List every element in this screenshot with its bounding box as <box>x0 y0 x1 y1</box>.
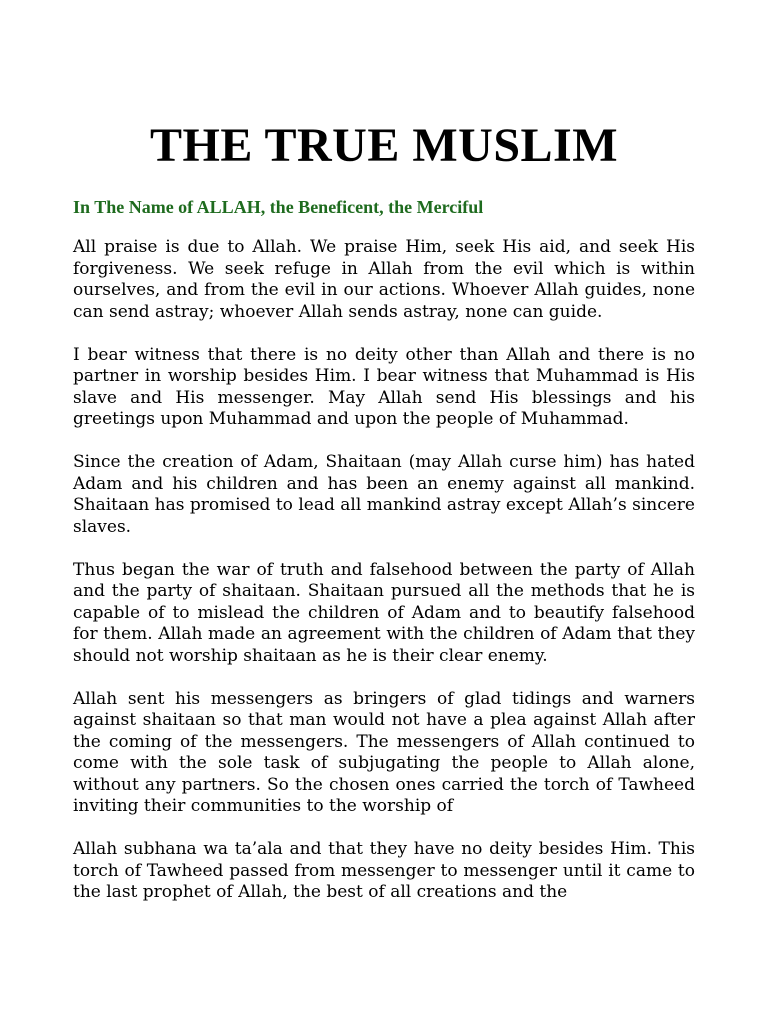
paragraph-tawheed: Allah subhana wa ta’ala and that they have no deity besides Him. This torch of Tawheed passed from messenger to messenger until it came to the last prophet of Allah, the best of all creations and the <box>73 839 695 902</box>
paragraph-messengers: Allah sent his messengers as bringers of glad tidings and warners against shaitaan so that man would not have a plea against Allah after the coming of the messengers. The messengers of Allah continued to come with the sole task of subjugating the people to Allah alone, without any partners. So the chosen ones carried the torch of Tawheed inviting their communities to the worship of <box>73 688 695 816</box>
paragraph-war-of-truth: Thus began the war of truth and falsehood between the party of Allah and the party of shaitaan. Shaitaan pursued all the methods that he is capable of to mislead the children of Adam and to beautify falsehood for them. Allah made an agreement with the children of Adam that they should not worship shaitaan as he is their clear enemy. <box>73 559 695 666</box>
body-text <box>73 237 695 904</box>
paragraph-praise: All praise is due to Allah. We praise Him, seek His aid, and seek His forgiveness. We seek refuge in Allah from the evil which is within ourselves, and from the evil in our actions. Whoever Allah guides, none can send astray; whoever Allah sends astray, none can guide. <box>73 237 695 322</box>
bismillah-subtitle: In The Name of ALLAH, the Beneficent, the Merciful <box>73 197 484 217</box>
document-page <box>73 0 695 1024</box>
paragraph-witness: I bear witness that there is no deity other than Allah and there is no partner in worship besides Him. I bear witness that Muhammad is His slave and His messenger. May Allah send His blessings and his greetings upon Muhammad and upon the people of Muhammad. <box>73 344 695 429</box>
paragraph-shaitaan: Since the creation of Adam, Shaitaan (may Allah curse him) has hated Adam and his children and has been an enemy against all mankind. Shaitaan has promised to lead all mankind astray except Allah’s sincere slaves. <box>73 452 695 537</box>
page-title: THE TRUE MUSLIM <box>149 119 619 172</box>
